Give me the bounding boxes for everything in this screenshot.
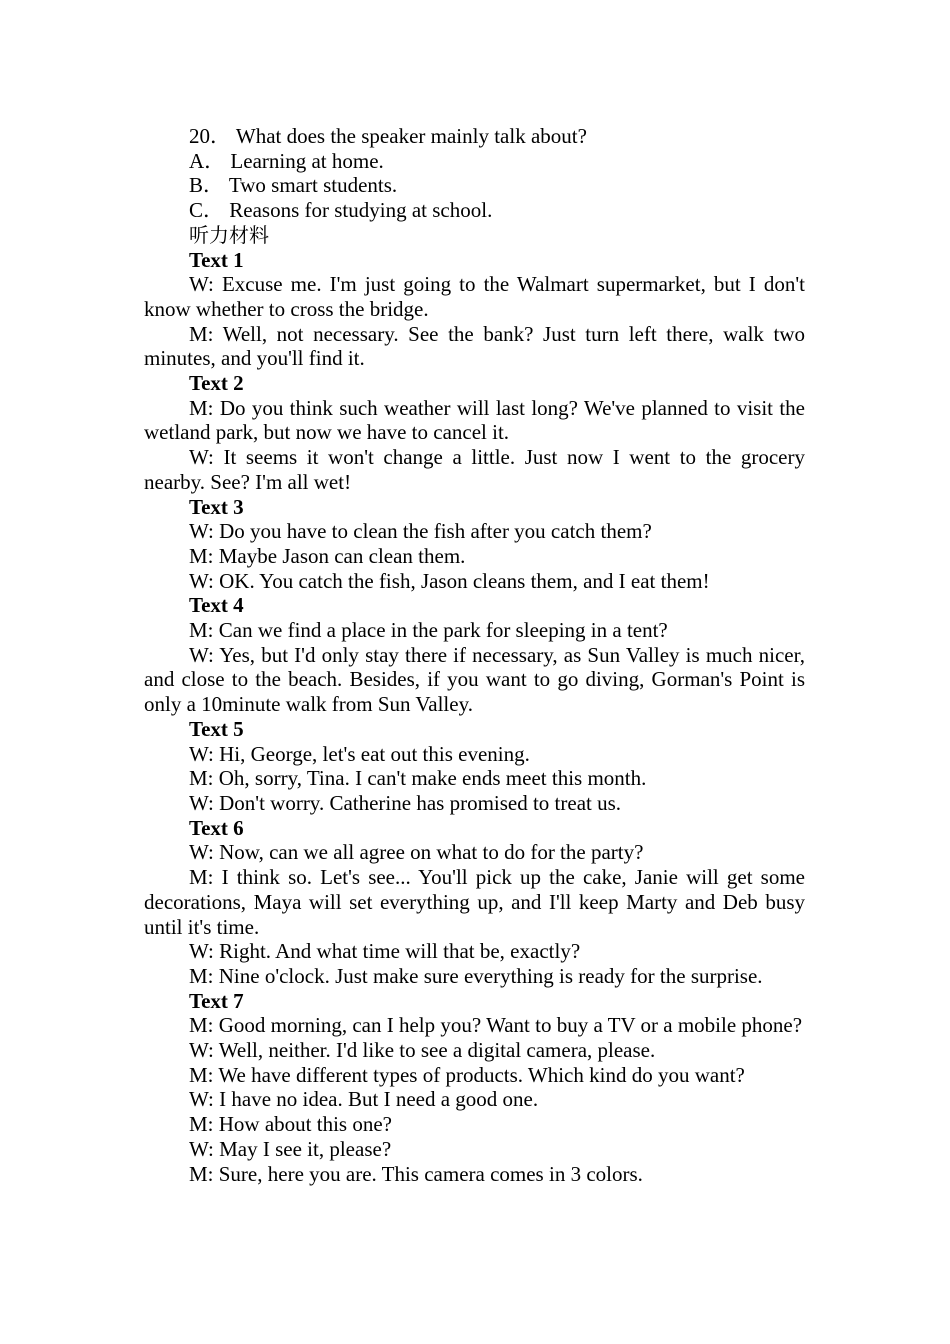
text-heading: Text 4 [189, 593, 244, 618]
dialogue-line: M: Sure, here you are. This camera comes in 3 colors. [189, 1161, 643, 1186]
text-heading: Text 1 [189, 247, 244, 272]
dialogue-line: W: It seems it won't change a little. Just now I went to the grocery nearby. See? I'm all wet! [144, 445, 805, 494]
option-letter: A． [189, 148, 226, 173]
dialogue-line: M: I think so. Let's see... You'll pick up the cake, Janie will get some decorations, Maya will set everything up, and I'll keep Marty and Deb busy until it's time. [144, 865, 805, 939]
dialogue-line: W: Now, can we all agree on what to do for the party? [189, 840, 644, 865]
section-title [144, 223, 805, 248]
dialogue-line: W: OK. You catch the fish, Jason cleans them, and I eat them! [189, 568, 710, 593]
dialogue-line: M: Maybe Jason can clean them. [189, 543, 466, 568]
question-stem [144, 124, 805, 149]
text-heading: Text 3 [189, 494, 244, 519]
document-page [144, 124, 805, 1186]
option-text: Two smart students. [228, 173, 398, 198]
option-b [144, 173, 805, 198]
dialogue-line: W: Hi, George, let's eat out this evening. [189, 741, 530, 766]
dialogue-line: M: Can we find a place in the park for sleeping in a tent? [189, 618, 668, 643]
dialogue-line: M: Well, not necessary. See the bank? Just turn left there, walk two minutes, and you'll find it. [144, 321, 805, 371]
text-heading: Text 5 [189, 716, 244, 741]
dialogue-line: M: How about this one? [189, 1112, 392, 1137]
dialogue-line: W: Well, neither. I'd like to see a digital camera, please. [189, 1038, 656, 1063]
section-title-text: 听力材料 [189, 222, 269, 247]
dialogue-line: W: May I see it, please? [189, 1136, 392, 1161]
option-letter: B． [189, 173, 225, 198]
question-text: What does the speaker mainly talk about? [235, 124, 587, 148]
question-number: 20． [189, 124, 231, 148]
text-heading: Text 2 [189, 371, 244, 396]
dialogue-line: M: Good morning, can I help you? Want to buy a TV or a mobile phone? [189, 1013, 803, 1038]
option-letter: C． [189, 198, 225, 223]
option-text: Learning at home. [230, 148, 384, 173]
dialogue-line: W: Yes, but I'd only stay there if necessary, as Sun Valley is much nicer, and close to the beach. Besides, if you want to go diving, Gorman's Point is only a 10minute walk from Sun Valley. [144, 642, 805, 717]
dialogue-line: M: Nine o'clock. Just make sure everything is ready for the surprise. [189, 963, 763, 988]
dialogue-line: M: Do you think such weather will last long? We've planned to visit the wetland park, but now we have to cancel it. [144, 395, 805, 445]
dialogue-line: W: Don't worry. Catherine has promised to treat us. [189, 790, 622, 815]
dialogue-line: M: We have different types of products. Which kind do you want? [189, 1062, 745, 1087]
dialogue-line: W: Right. And what time will that be, exactly? [189, 939, 581, 964]
dialogue-line: W: Do you have to clean the fish after you catch them? [189, 519, 652, 544]
dialogue-line: W: I have no idea. But I need a good one. [189, 1087, 539, 1112]
text-heading: Text 6 [189, 815, 244, 840]
option-c [144, 198, 805, 223]
text-heading: Text 7 [189, 988, 244, 1013]
option-a [144, 149, 805, 174]
dialogue-line: W: Excuse me. I'm just going to the Walmart supermarket, but I don't know whether to cross the bridge. [144, 272, 805, 321]
dialogue-line: M: Oh, sorry, Tina. I can't make ends meet this month. [189, 766, 647, 791]
option-text: Reasons for studying at school. [229, 198, 493, 223]
